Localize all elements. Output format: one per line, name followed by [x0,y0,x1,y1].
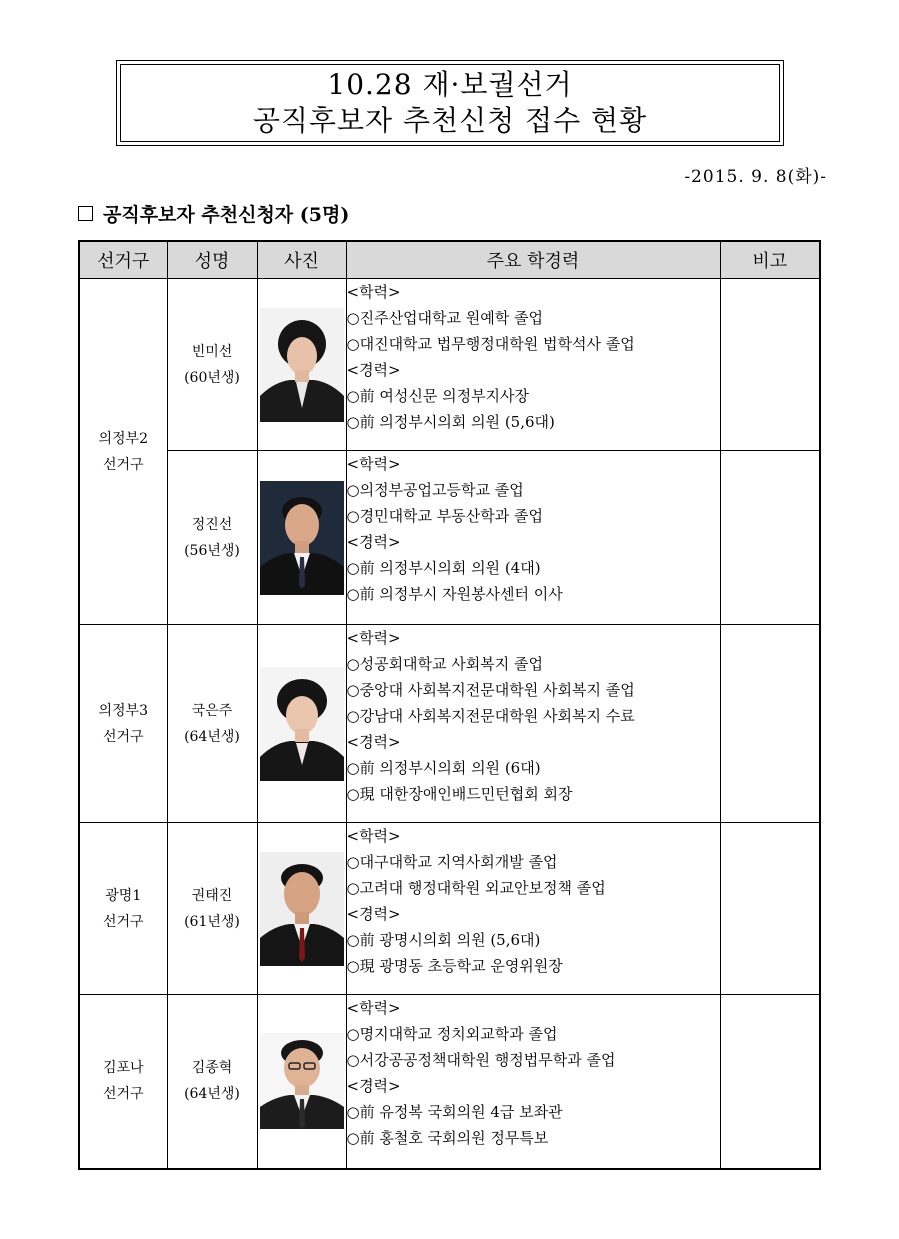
career-item: ○現 광명동 초등학교 운영위원장 [346,957,563,975]
career-label-education: <학력> [346,455,401,473]
district-cell [79,625,167,823]
career-item: ○前 유정복 국회의원 4급 보좌관 [346,1103,563,1121]
header-career: 주요 학경력 [346,241,720,279]
title-inner-border [120,64,780,142]
table-row [79,625,820,823]
career-item: ○前 의정부시 자원봉사센터 이사 [346,585,563,603]
candidate-birth: (60년생) [184,369,240,386]
career-item: ○진주산업대학교 원예학 졸업 [346,309,544,327]
photo-cell [257,451,346,625]
district-suffix: 선거구 [102,913,144,930]
career-item: ○성공회대학교 사회복지 졸업 [346,655,544,673]
candidate-name: 김종혁 [191,1060,233,1077]
career-label-experience: <경력> [346,1077,401,1095]
career-label-experience: <경력> [346,533,401,551]
checkbox-square-icon [78,206,93,221]
career-label-education: <학력> [346,629,401,647]
career-label-experience: <경력> [346,905,401,923]
name-cell [167,451,257,625]
candidate-photo [260,308,344,422]
name-cell [167,279,257,451]
table-row [79,279,820,451]
career-item: ○명지대학교 정치외교학과 졸업 [346,1025,558,1043]
career-cell [346,995,720,1169]
district-name: 의정부3 [98,702,148,719]
district-suffix: 선거구 [102,728,144,745]
candidate-photo [260,481,344,595]
career-item: ○강남대 사회복지전문대학원 사회복지 수료 [346,707,635,725]
title-box [116,60,784,146]
header-remarks: 비고 [720,241,820,279]
career-item: ○대진대학교 법무행정대학원 법학석사 졸업 [346,335,635,353]
career-item: ○前 광명시의회 의원 (5,6대) [346,931,541,949]
career-item: ○의정부공업고등학교 졸업 [346,481,524,499]
career-label-education: <학력> [346,827,401,845]
career-label-experience: <경력> [346,733,401,751]
career-cell [346,279,720,451]
candidate-photo [260,1033,344,1129]
candidate-photo [260,852,344,966]
career-label-experience: <경력> [346,361,401,379]
career-item: ○現 대한장애인배드민턴협회 회장 [346,785,573,803]
photo-cell [257,823,346,995]
table-row [79,451,820,625]
title-line-1: 10.28 재·보궐선거 [327,68,573,101]
candidate-birth: (61년생) [184,913,240,930]
candidate-name: 정진선 [191,516,233,533]
career-item: ○前 홍철호 국회의원 정무특보 [346,1129,549,1147]
remarks-cell [720,451,820,625]
name-cell [167,995,257,1169]
remarks-cell [720,823,820,995]
district-suffix: 선거구 [102,456,144,473]
header-photo: 사진 [257,241,346,279]
remarks-cell [720,995,820,1169]
table-header-row [79,241,820,279]
photo-cell [257,625,346,823]
career-item: ○前 의정부시의회 의원 (6대) [346,759,541,777]
candidate-name: 국은주 [191,702,233,719]
photo-cell [257,279,346,451]
title-line-2: 공직후보자 추천신청 접수 현황 [252,104,648,137]
candidate-photo [260,667,344,781]
career-item: ○경민대학교 부동산학과 졸업 [346,507,544,525]
career-item: ○서강공공정책대학원 행정법무학과 졸업 [346,1051,616,1069]
district-suffix: 선거구 [102,1086,144,1103]
candidate-birth: (56년생) [184,542,240,559]
district-name: 김포나 [102,1060,144,1077]
district-cell [79,823,167,995]
career-item: ○前 여성신문 의정부지사장 [346,387,530,405]
table-row [79,995,820,1169]
name-cell [167,625,257,823]
table-row [79,823,820,995]
career-item: ○前 의정부시의회 의원 (4대) [346,559,541,577]
career-item: ○前 의정부시의회 의원 (5,6대) [346,413,555,431]
district-name: 광명1 [105,887,142,904]
career-item: ○중앙대 사회복지전문대학원 사회복지 졸업 [346,681,635,699]
section-heading [78,200,349,227]
candidate-name: 권태진 [191,887,233,904]
district-cell [79,279,167,625]
candidate-birth: (64년생) [184,1086,240,1103]
section-heading-text: 공직후보자 추천신청자 (5명) [103,204,350,226]
career-cell [346,625,720,823]
document-date: -2015. 9. 8(화)- [684,167,827,187]
candidate-table [78,240,821,1170]
header-name: 성명 [167,241,257,279]
district-name: 의정부2 [98,430,148,447]
header-district: 선거구 [79,241,167,279]
candidate-name: 빈미선 [191,343,233,360]
name-cell [167,823,257,995]
district-cell [79,995,167,1169]
career-cell [346,823,720,995]
career-label-education: <학력> [346,999,401,1017]
career-item: ○대구대학교 지역사회개발 졸업 [346,853,558,871]
career-label-education: <학력> [346,283,401,301]
career-cell [346,451,720,625]
career-item: ○고려대 행정대학원 외교안보정책 졸업 [346,879,606,897]
candidate-birth: (64년생) [184,728,240,745]
photo-cell [257,995,346,1169]
remarks-cell [720,625,820,823]
remarks-cell [720,279,820,451]
